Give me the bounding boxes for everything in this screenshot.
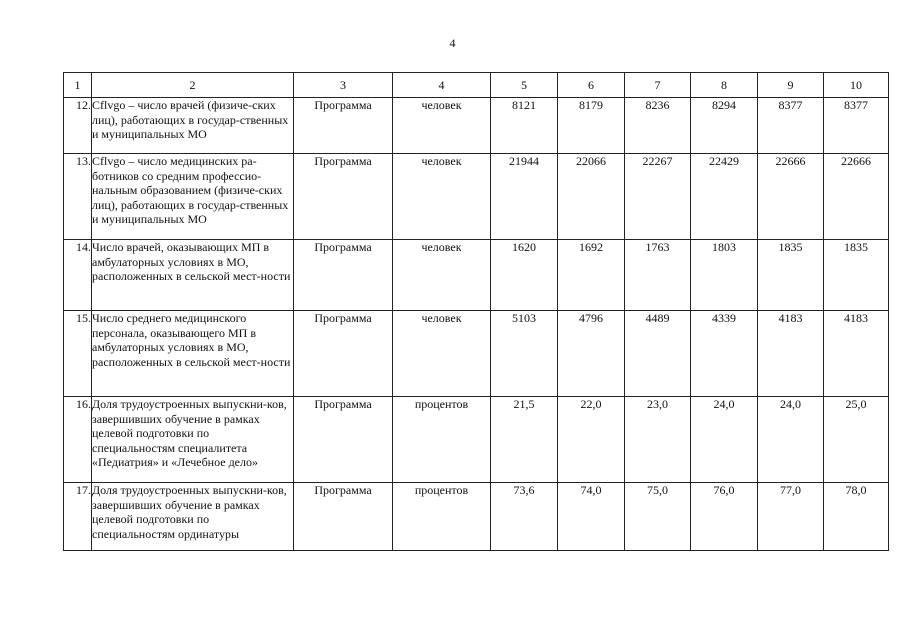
value-cell: 4796 (558, 311, 625, 397)
row-number: 15. (64, 311, 92, 397)
table-row (64, 154, 889, 240)
value-cell: 22,0 (558, 397, 625, 483)
value-cell: 8179 (558, 98, 625, 154)
row-number: 13. (64, 154, 92, 240)
row-number: 16. (64, 397, 92, 483)
indicator-source: Программа (294, 98, 393, 154)
value-cell: 8121 (491, 98, 558, 154)
indicator-source: Программа (294, 240, 393, 311)
value-cell: 23,0 (625, 397, 691, 483)
page-number: 4 (449, 36, 456, 50)
column-header: 1 (64, 73, 92, 98)
indicator-source: Программа (294, 397, 393, 483)
column-header: 2 (92, 73, 294, 98)
indicator-unit: процентов (393, 397, 491, 483)
table-row (64, 483, 889, 551)
table-row (64, 240, 889, 311)
table-row (64, 397, 889, 483)
value-cell: 1763 (625, 240, 691, 311)
value-cell: 21,5 (491, 397, 558, 483)
indicator-source: Программа (294, 154, 393, 240)
indicator-unit: человек (393, 311, 491, 397)
indicator-name: Cflvgo – число медицинских ра-ботников со средним профессио-нальным образованием (физиче-ских лиц), работающих в государ-ственных и муниципальных МО (92, 154, 294, 240)
value-cell: 1692 (558, 240, 625, 311)
indicator-unit: человек (393, 154, 491, 240)
value-cell: 73,6 (491, 483, 558, 551)
value-cell: 8377 (758, 98, 824, 154)
value-cell: 22666 (758, 154, 824, 240)
value-cell: 5103 (491, 311, 558, 397)
value-cell: 1803 (691, 240, 758, 311)
row-number: 12. (64, 98, 92, 154)
column-header: 4 (393, 73, 491, 98)
value-cell: 21944 (491, 154, 558, 240)
value-cell: 1620 (491, 240, 558, 311)
indicators-table (63, 72, 889, 551)
value-cell: 22429 (691, 154, 758, 240)
indicator-source: Программа (294, 483, 393, 551)
row-number: 17. (64, 483, 92, 551)
value-cell: 8294 (691, 98, 758, 154)
column-header: 8 (691, 73, 758, 98)
indicator-name: Доля трудоустроенных выпускни-ков, завершивших обучение в рамках целевой подготовки по специальностям ординатуры (92, 483, 294, 551)
column-header: 9 (758, 73, 824, 98)
value-cell: 1835 (758, 240, 824, 311)
value-cell: 24,0 (758, 397, 824, 483)
indicator-unit: человек (393, 98, 491, 154)
indicator-name: Cflvgo – число врачей (физиче-ских лиц), работающих в государ-ственных и муниципальных МО (92, 98, 294, 154)
indicator-name: Число врачей, оказывающих МП в амбулаторных условиях в МО, расположенных в сельской мест-ности (92, 240, 294, 311)
value-cell: 77,0 (758, 483, 824, 551)
column-header: 5 (491, 73, 558, 98)
indicator-unit: процентов (393, 483, 491, 551)
column-header: 10 (824, 73, 889, 98)
value-cell: 4489 (625, 311, 691, 397)
value-cell: 22666 (824, 154, 889, 240)
value-cell: 75,0 (625, 483, 691, 551)
header-row (64, 73, 889, 98)
indicator-source: Программа (294, 311, 393, 397)
column-header: 3 (294, 73, 393, 98)
value-cell: 8377 (824, 98, 889, 154)
value-cell: 74,0 (558, 483, 625, 551)
value-cell: 4339 (691, 311, 758, 397)
indicator-name: Доля трудоустроенных выпускни-ков, завершивших обучение в рамках целевой подготовки по специальностям специалитета «Педиатрия» и «Лечебное дело» (92, 397, 294, 483)
table-row (64, 98, 889, 154)
value-cell: 76,0 (691, 483, 758, 551)
indicator-unit: человек (393, 240, 491, 311)
indicator-name: Число среднего медицинского персонала, оказывающего МП в амбулаторных условиях в МО, расположенных в сельской мест-ности (92, 311, 294, 397)
value-cell: 4183 (758, 311, 824, 397)
column-header: 6 (558, 73, 625, 98)
value-cell: 24,0 (691, 397, 758, 483)
table-row (64, 311, 889, 397)
value-cell: 25,0 (824, 397, 889, 483)
value-cell: 4183 (824, 311, 889, 397)
value-cell: 78,0 (824, 483, 889, 551)
value-cell: 1835 (824, 240, 889, 311)
value-cell: 8236 (625, 98, 691, 154)
row-number: 14. (64, 240, 92, 311)
column-header: 7 (625, 73, 691, 98)
value-cell: 22267 (625, 154, 691, 240)
value-cell: 22066 (558, 154, 625, 240)
